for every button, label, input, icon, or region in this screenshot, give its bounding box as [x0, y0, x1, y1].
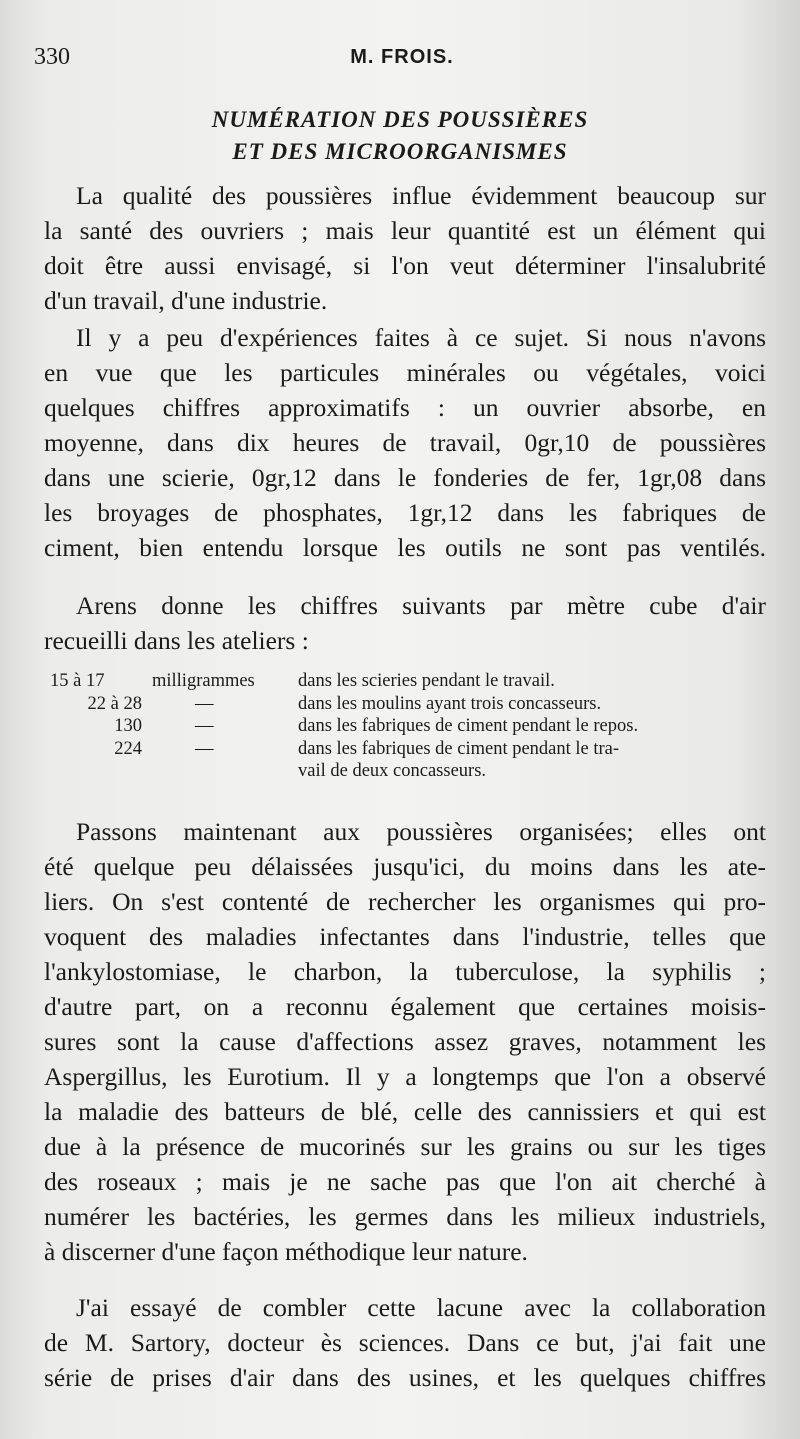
text-line: moyenne, dans dix heures de travail, 0gr,10 de poussières	[44, 428, 766, 457]
text-line: recueilli dans les ateliers :	[44, 626, 309, 655]
text-line: doit être aussi envisagé, si l'on veut déterminer l'insalubrité	[44, 251, 766, 280]
text-line: Il y a peu d'expériences faites à ce sujet. Si nous n'avons	[76, 323, 766, 352]
text-line: la maladie des batteurs de blé, celle des cannissiers et qui est	[44, 1097, 766, 1126]
table-cell-unit: milligrammes	[152, 671, 255, 691]
page-header	[34, 44, 770, 78]
text-line: sures sont la cause d'affections assez graves, notamment les	[44, 1027, 766, 1056]
table-cell-description: dans les scieries pendant le travail.	[298, 671, 555, 691]
dust-table	[50, 670, 764, 783]
text-line: Aspergillus, les Eurotium. Il y a longtemps que l'on a observé	[44, 1062, 766, 1091]
text-line: les broyages de phosphates, 1gr,12 dans les fabriques de	[44, 498, 766, 527]
section-title	[60, 104, 740, 168]
table-cell-quantity: 22 à 28	[87, 693, 142, 714]
text-line: l'ankylostomiase, le charbon, la tuberculose, la syphilis ;	[44, 957, 766, 986]
table-row	[50, 760, 764, 783]
text-line: La qualité des poussières influe évidemment beaucoup sur	[76, 181, 766, 210]
table-row	[50, 738, 764, 761]
table-cell-description: dans les moulins ayant trois concasseurs.	[298, 693, 602, 714]
table-row	[50, 715, 764, 738]
table-cell-quantity: 224	[114, 738, 142, 759]
paragraph-3	[44, 588, 766, 658]
text-line: J'ai essayé de combler cette lacune avec la collaboration	[76, 1293, 766, 1322]
section-title-line-2: ET DES MICROORGANISMES	[232, 139, 568, 164]
table-cell-description: dans les fabriques de ciment pendant le tra-	[298, 738, 620, 759]
page-number: 330	[34, 44, 70, 70]
running-head: M. FROIS.	[350, 46, 454, 68]
paragraph-1	[44, 178, 766, 318]
text-line: des roseaux ; mais je ne sache pas que l'on ait cherché à	[44, 1167, 766, 1196]
table-cell-unit: —	[195, 738, 214, 759]
text-line: d'autre part, on a reconnu également que certaines moisis-	[44, 992, 766, 1021]
text-line: Passons maintenant aux poussières organisées; elles ont	[76, 817, 766, 846]
section-title-line-1: NUMÉRATION DES POUSSIÈRES	[211, 107, 589, 132]
text-line: dans une scierie, 0gr,12 dans le fonderies de fer, 1gr,08 dans	[44, 463, 766, 492]
paragraph-4	[44, 814, 766, 1269]
text-line: due à la présence de mucorinés sur les grains ou sur les tiges	[44, 1132, 766, 1161]
table-cell-unit: —	[195, 716, 214, 736]
text-line: à discerner d'une façon méthodique leur nature.	[44, 1237, 528, 1266]
text-line: liers. On s'est contenté de rechercher les organismes qui pro-	[44, 887, 766, 916]
paragraph-5	[44, 1290, 766, 1395]
text-line: ciment, bien entendu lorsque les outils ne sont pas ventilés.	[44, 533, 766, 562]
text-line: voquent des maladies infectantes dans l'industrie, telles que	[44, 922, 766, 951]
table-cell-quantity: 15 à 17	[50, 671, 105, 691]
text-line: Arens donne les chiffres suivants par mètre cube d'air	[76, 591, 766, 620]
text-line: été quelque peu délaissées jusqu'ici, du moins dans les ate-	[44, 852, 766, 881]
table-cell-quantity: 130	[114, 716, 142, 736]
text-line: série de prises d'air dans des usines, et les quelques chiffres	[44, 1363, 766, 1392]
text-line: quelques chiffres approximatifs : un ouvrier absorbe, en	[44, 393, 766, 422]
table-cell-description: vail de deux concasseurs.	[298, 761, 487, 781]
table-row	[50, 693, 764, 716]
text-line: la santé des ouvriers ; mais leur quantité est un élément qui	[44, 216, 766, 245]
text-line: en vue que les particules minérales ou végétales, voici	[44, 358, 766, 387]
text-line: de M. Sartory, docteur ès sciences. Dans ce but, j'ai fait une	[44, 1328, 766, 1357]
text-line: numérer les bactéries, les germes dans les milieux industriels,	[44, 1202, 766, 1231]
table-cell-unit: —	[195, 693, 214, 714]
text-line: d'un travail, d'une industrie.	[44, 286, 328, 315]
table-cell-description: dans les fabriques de ciment pendant le repos.	[298, 716, 639, 736]
paragraph-2	[44, 320, 766, 565]
table-row	[50, 670, 764, 693]
